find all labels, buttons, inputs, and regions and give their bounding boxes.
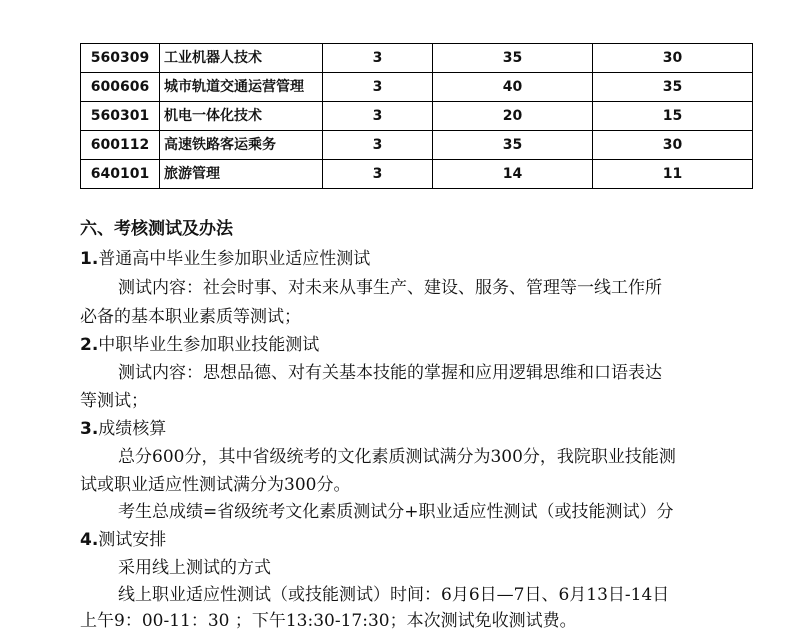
paragraph-line: 必备的基本职业素质等测试； bbox=[80, 307, 301, 327]
table-cell: 3 bbox=[323, 44, 433, 73]
major-code: 560309 bbox=[81, 44, 160, 73]
table-cell: 30 bbox=[593, 131, 753, 160]
item-title: 普通高中毕业生参加职业适应性测试 bbox=[98, 249, 371, 269]
table-row bbox=[81, 131, 753, 160]
table-cell: 14 bbox=[433, 160, 593, 189]
table-cell: 3 bbox=[323, 160, 433, 189]
major-name: 机电一体化技术 bbox=[160, 102, 323, 131]
paragraph-line: 试或职业适应性测试满分为300分。 bbox=[80, 475, 351, 495]
item-title: 成绩核算 bbox=[98, 419, 167, 439]
item-number: 2. bbox=[80, 335, 99, 355]
major-name: 旅游管理 bbox=[160, 160, 323, 189]
table-cell: 35 bbox=[433, 131, 593, 160]
major-code: 600606 bbox=[81, 73, 160, 102]
table-row bbox=[81, 102, 753, 131]
item-heading-2 bbox=[80, 330, 319, 355]
paragraph-line: 总分600分，其中省级统考的文化素质测试满分为300分，我院职业技能测 bbox=[118, 447, 676, 467]
table-row bbox=[81, 44, 753, 73]
paragraph-line: 线上职业适应性测试（或技能测试）时间：6月6日—7日、6月13日-14日 bbox=[118, 585, 670, 605]
item-heading-3 bbox=[80, 414, 166, 439]
section-heading: 六、考核测试及办法 bbox=[80, 219, 233, 239]
item-number: 1. bbox=[80, 249, 99, 269]
major-code: 640101 bbox=[81, 160, 160, 189]
major-code: 560301 bbox=[81, 102, 160, 131]
table-cell: 35 bbox=[593, 73, 753, 102]
table-cell: 15 bbox=[593, 102, 753, 131]
major-name: 城市轨道交通运营管理 bbox=[160, 73, 323, 102]
major-name: 高速铁路客运乘务 bbox=[160, 131, 323, 160]
table-cell: 3 bbox=[323, 131, 433, 160]
item-title: 测试安排 bbox=[98, 530, 167, 550]
table-cell: 40 bbox=[433, 73, 593, 102]
table-cell: 11 bbox=[593, 160, 753, 189]
major-code: 600112 bbox=[81, 131, 160, 160]
paragraph-line: 测试内容：社会时事、对未来从事生产、建设、服务、管理等一线工作所 bbox=[118, 278, 662, 298]
table-row bbox=[81, 160, 753, 189]
item-number: 3. bbox=[80, 419, 99, 439]
item-number: 4. bbox=[80, 530, 99, 550]
item-heading-1 bbox=[80, 244, 370, 269]
paragraph-line: 等测试； bbox=[80, 391, 148, 411]
table-cell: 3 bbox=[323, 102, 433, 131]
table-cell: 30 bbox=[593, 44, 753, 73]
major-name: 工业机器人技术 bbox=[160, 44, 323, 73]
paragraph-line: 采用线上测试的方式 bbox=[118, 558, 271, 578]
paragraph-line: 上午9：00-11：30 ；下午13:30-17:30；本次测试免收测试费。 bbox=[80, 611, 577, 631]
item-title: 中职毕业生参加职业技能测试 bbox=[98, 335, 320, 355]
table-cell: 20 bbox=[433, 102, 593, 131]
item-heading-4 bbox=[80, 525, 166, 550]
majors-table bbox=[80, 43, 753, 189]
table-cell: 35 bbox=[433, 44, 593, 73]
paragraph-line: 测试内容：思想品德、对有关基本技能的掌握和应用逻辑思维和口语表达 bbox=[118, 363, 662, 383]
paragraph-line: 考生总成绩=省级统考文化素质测试分+职业适应性测试（或技能测试）分 bbox=[118, 502, 674, 522]
table-row bbox=[81, 73, 753, 102]
table-cell: 3 bbox=[323, 73, 433, 102]
